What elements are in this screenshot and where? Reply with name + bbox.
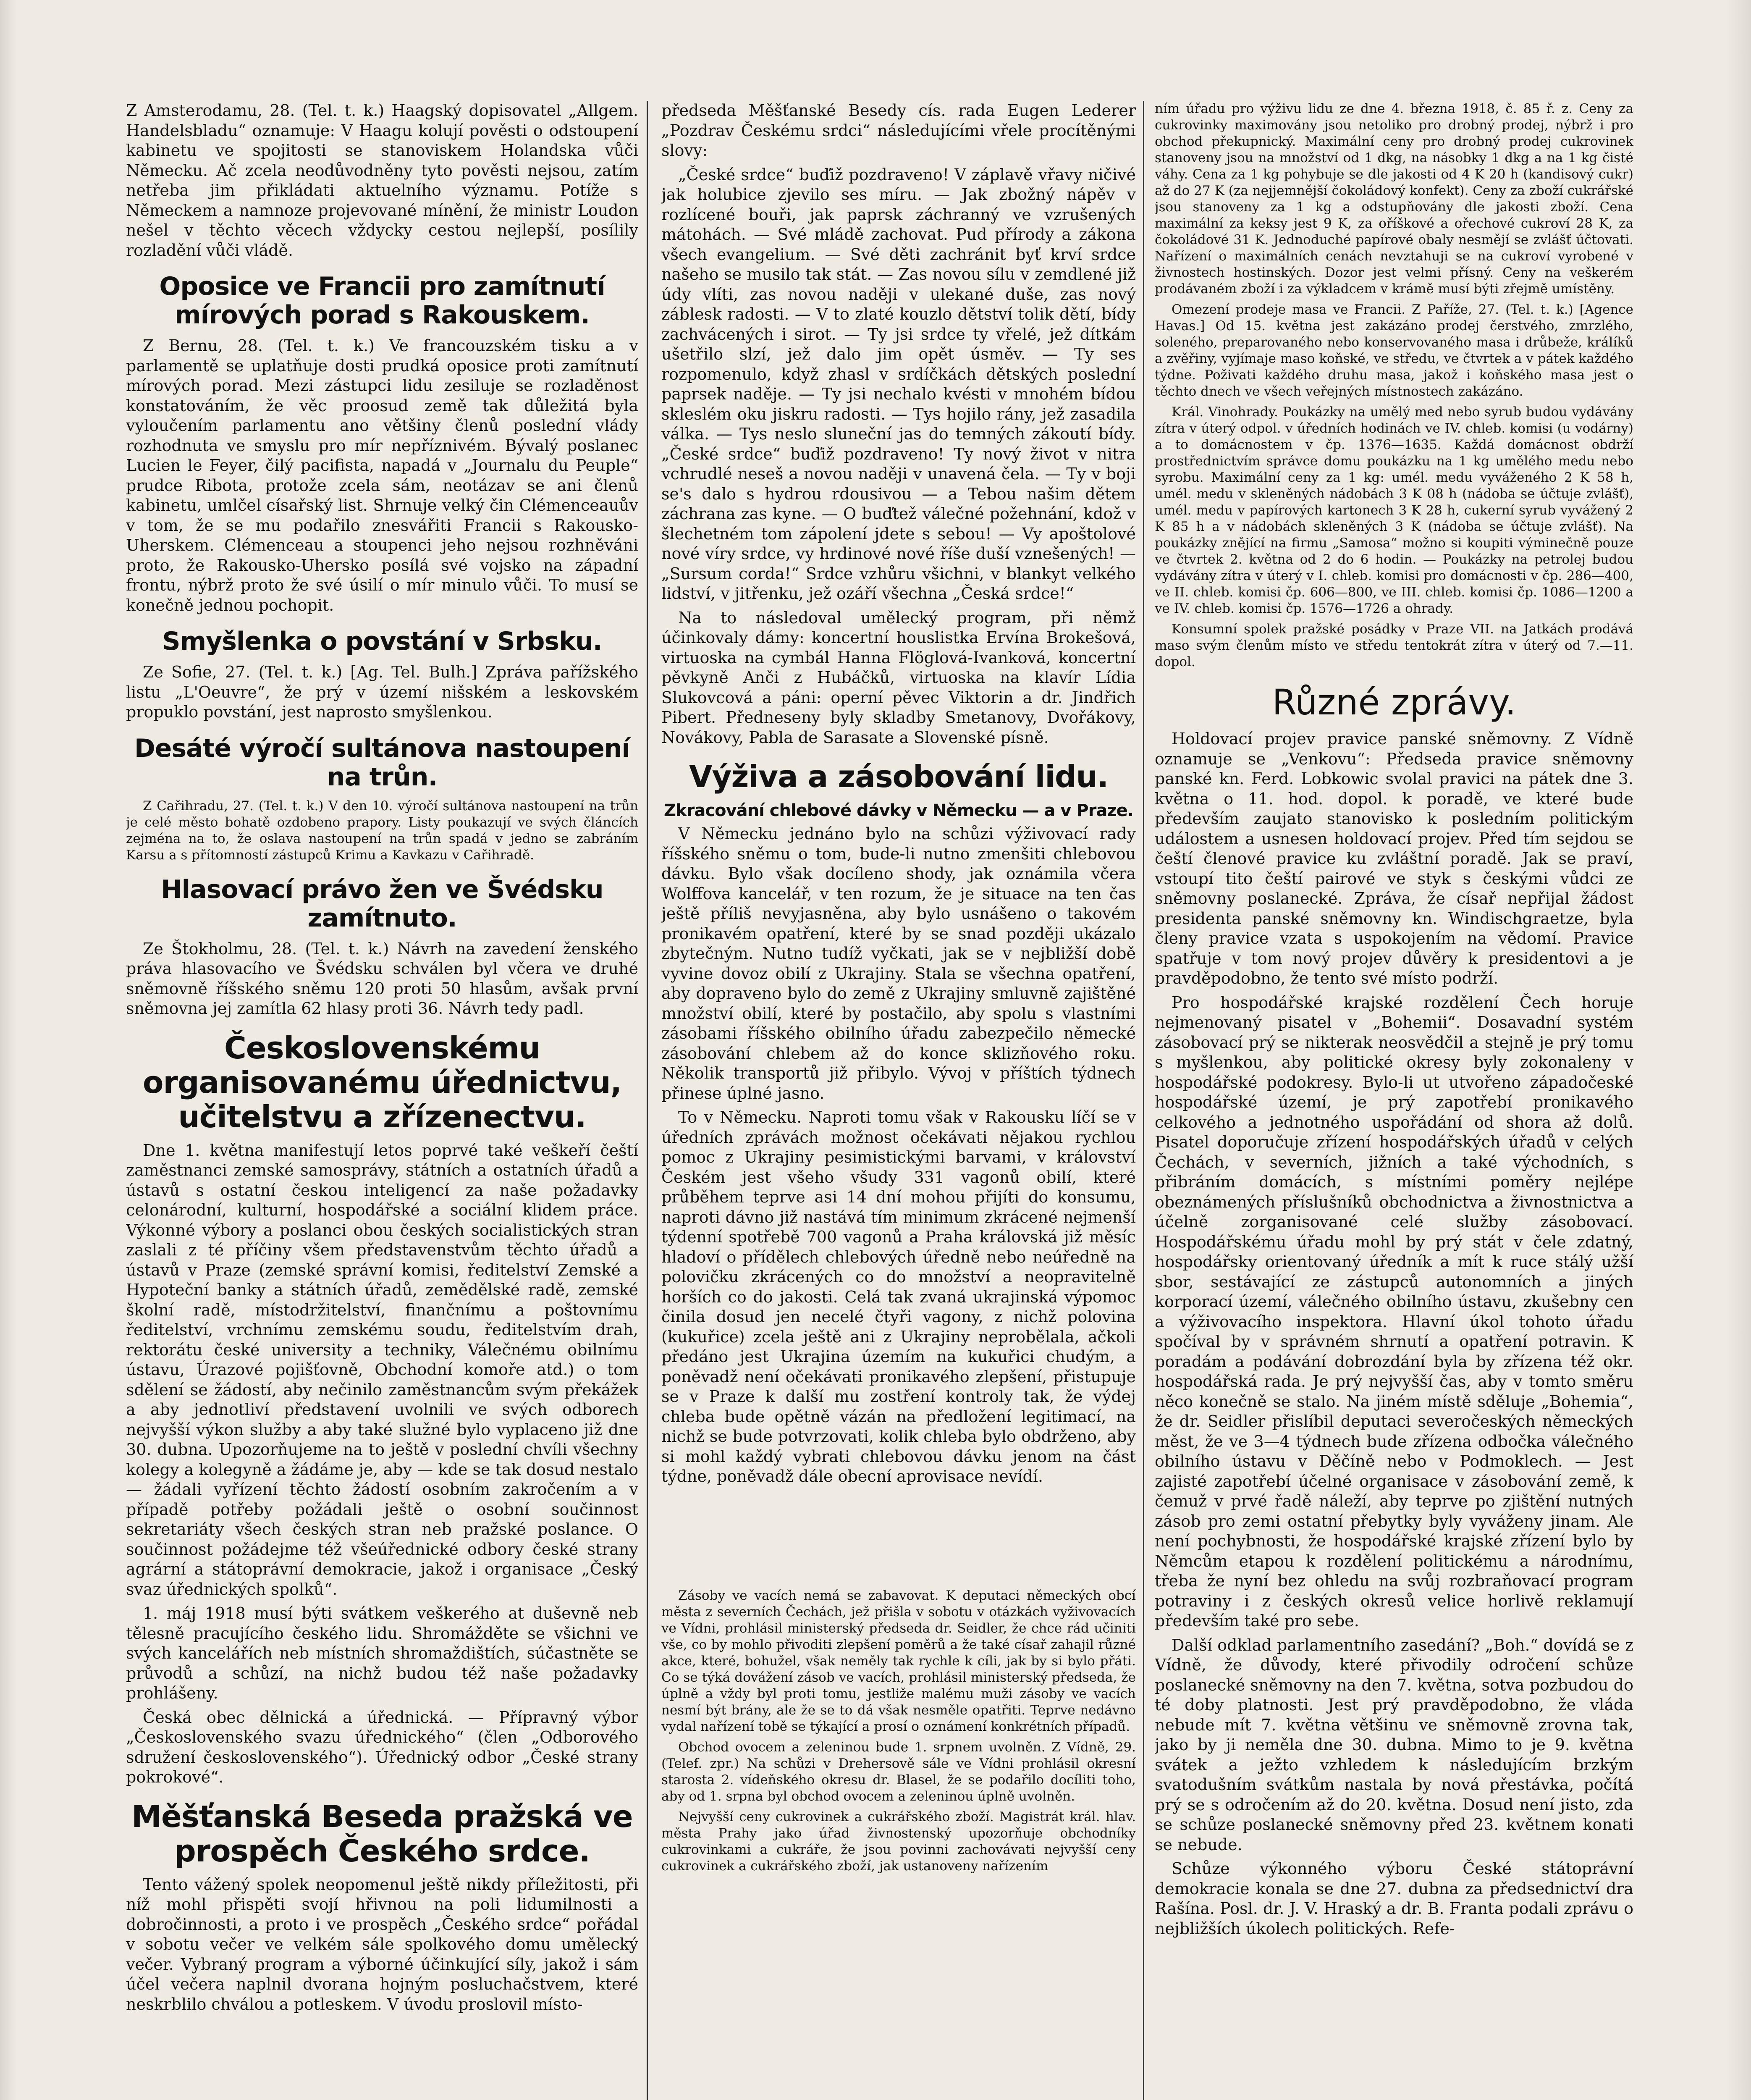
article-democracy: Schůze výkonného výboru České státoprávní demokracie konala se dne 27. dubna za předsednictví dra Rašína. Posl. dr. J. V. Hraský a dr. B. Franta podali zprávu o nejbližších úkolech politických. Refe- (1155, 1859, 1633, 1938)
article-sugar: Nejvyšší ceny cukrovinek a cukrářského zboží. Magistrát král. hlav. města Prahy jako úřad živnostenský upozorňuje obchodníky cukrovinkami a cukráře, že jsou povinni zachovávati nejvyšší ceny cukrovinek a cukrářského zboží, jak ustanoveny nařízením (661, 1809, 1136, 1874)
article-serbia: Ze Sofie, 27. (Tel. t. k.) [Ag. Tel. Bulh.] Zpráva pařížského listu „L'Oeuvre“, že prý v území nišském a leskovském propuklo povstání, jest naprosto smyšlenkou. (126, 663, 638, 721)
headline-nutrition: Výživa a zásobování lidu. (689, 759, 1109, 794)
article-vegetables: Obchod ovocem a zeleninou bude 1. srpnem uvolněn. Z Vídně, 29. (Telef. zpr.) Na schůzi v Drehersově sále ve Vídni prohlásil okresní starosta 2. vídeňského okresu dr. Blasel, že se podařilo docíliti toho, aby od 1. srpna byl obchod ovocem a zeleninou úplně uvolněn. (661, 1739, 1136, 1804)
column-rule (647, 101, 648, 2100)
headline-opposition: Oposice ve Francii pro zamítnutí mírových porad s Rakouskem. (159, 272, 605, 330)
article-bread: V Německu jednáno bylo na schůzi výživovací rady říšského sněmu o tom, bude-li nutno zmenšiti chlebovou dávku. Bylo však docíleno shody, jak oznámila včera Wolffova kancelář, v ten rozum, že je situace na ten čas ještě příliš nevyjasněna, aby bylo usnášeno o takovém pronikavém opatření, které by se snad později ukázalo zbytečným. Nutno tudíž vyčkati, jak se v nejbližší době vyvine dovoz obilí z Ukrajiny. Stala se všechna opatření, aby dopraveno bylo do země z Ukrajiny smluvně zajištěné množství obilí, které by postačilo, aby spolu s vlastními zásobami říšského obilního úřadu zabezpečilo německé zásobování chlebem až do konce sklizňového roku. Několik transportů již přibylo. Vývoj v příštích týdnech přinese úplné jasno. (661, 824, 1136, 1102)
column-1 (126, 101, 638, 2100)
article-beseda: Tento vážený spolek neopomenul ještě nikdy příležitosti, při níž mohl přispěti svojí hřivnou na poli lidumilnosti a dobročinnosti, a proto i ve prospěch „Českého srdce“ pořádal v sobotu večer ve velkém sále spolkového domu umělecký večer. Vybraný program a výborné účinkující síly, jakož i sám účel večera naplnil dvorana hojným posluchačstvem, které neskrblilo chválou a potleskem. V úvodu proslovil místo- (126, 1875, 638, 2013)
article-officials: 1. máj 1918 musí býti svátkem veškerého at duševně neb tělesně pracujícího českého lidu. Shromážděte se všichni ve svých kancelářích neb místních shromaždištích, súčastněte se průvodů a schůzí, na nichž budou též naše požadavky prohlášeny. (126, 1604, 638, 1702)
subheadline-bread: Zkracování chlebové dávky v Německu — a v Praze. (664, 801, 1133, 820)
article-honey: Král. Vinohrady. Poukázky na umělý med nebo syrub budou vydávány zítra v úterý odpol. v úředních hodinách ve IV. chleb. komisi (u vodárny) a to domácnostem v čp. 1376—1635. Každá domácnost obdrží prostřednictvím správce domu poukázku na 1 kg umělého medu nebo syrobu. Maximální ceny za 1 kg: umél. medu vyváženého 2 K 58 h, umél. medu v skleněných nádobách 3 K 08 h (nádoba se účtuje zvlášť), umél. medu v papírových kartonech 3 K 28 h, cukerní syrub vyvážený 2 K 85 h a v nádobách skleněných 3 K (nádoba se účtuje zvlášť). Na poukázky znějící na firmu „Samosa“ možno si koupiti výminečně pouze ve čtvrtek 2. května od 2 do 6 hodin. — Poukázky na petrolej budou vydávány zítra v úterý v I. chleb. komisi pro domácnosti v čp. 286—400, ve II. chleb. komisi čp. 606—800, ve III. chleb. komisi čp. 1086—1200 a ve IV. chleb. komisi čp. 1576—1726 a ohrady. (1155, 404, 1633, 616)
headline-serbia: Smyšlenka o povstání v Srbsku. (162, 627, 602, 656)
short-news-block (661, 1588, 1136, 1874)
headline-officials: Československému organisovanému úřednictvu, učitelstvu a zřízenectvu. (142, 1030, 622, 1134)
beseda-speech: „České srdce“ buďiž pozdraveno! V záplavě vřavy ničivé jak holubice zjevilo ses míru. — Jak zbožný nápěv v rozlícené bouři, jak paprsk záchranný ve vzrušených mátohách. — Své mládě zachovat. Pud přírody a zákona všech evangelium. — Své děti zachránit byť krví srdce našeho se musilo tak stát. — Zas novou sílu v zemdlené již údy vlíti, zas novou naději v ulekané duše, zas nový záblesk radosti. — V to zlaté kouzlo dětství tolik dětí, bídy zachvácených i sirot. — Ty jsi srdce ty vřelé, jež dítkám ušetřilo slzí, jež dalo jim opět úsměv. — Ty ses rozpomenulo, když zhasl v srdíčkách dětských poslední paprsek naděje. — Ty jsi nechalo kvésti v mnohém bídou skleslém oku jiskru radosti. — Tys hojilo rány, jež zasadila válka. — Tys neslo sluneční jas do temných zákoutí bídy. „České srdce“ buďiž pozdraveno! Ty nový život v nitra vchrudlé neseš a novou naději v unavená čela. — Ty v boji se's dalo s hydrou rdousivou — a Tebou našim dětem záchrana zas kyne. — O buďtež válečné požehnání, kdož v šlechetném tom zápolení jdete s sebou! — Vy apoštolové nové víry srdce, vy hrdinové nové říše duší vznešených! — „Sursum corda!“ Srdce vzhůru všichni, v blankyt velkého lidství, v jitřenku, jež ozáří všechna „Česká srdce!“ (661, 165, 1136, 603)
article-beseda-cont: předseda Měšťanské Besedy cís. rada Eugen Lederer „Pozdrav Českému srdci“ následujícími vřele procítěnými slovy: (661, 101, 1136, 160)
headline-news: Různé zprávy. (1272, 682, 1516, 723)
article-stocks: Zásoby ve vacích nemá se zabavovat. K deputaci německých obcí města z severních Čechách, jež přišla v sobotu v otázkách vyživovacích ve Vídni, prohlásil ministerský předseda dr. Seidler, že chce rád učiniti vše, co by mohlo přivoditi zlepšení poměrů a že také císař zahajil různé akce, které, bohužel, však neměly tak rychle k cíli, jak by si bylo přáti. Co se týká dovážení zásob ve vacích, prohlásil ministerský předseda, že úplně a vždy byl proti tomu, jestliže malému muži zásoby ve vacích nesmí být brány, ale že se to dá však nesměle opatřiti. Teprve nedávno vydal nařízení tobě se týkající a prosí o oznámení konkrétních případů. (661, 1588, 1136, 1734)
article-sweden: Ze Štokholmu, 28. (Tel. t. k.) Návrh na zavedení ženského práva hlasovacího ve Švédsku schválen byl včera ve druhé sněmovně říšského sněmu 120 proti 50 hlasům, avšak první sněmovna jej zamítla 62 hlasy proti 36. Návrh tedy padl. (126, 939, 638, 1018)
column-2 (661, 101, 1136, 2100)
headline-beseda: Měšťanská Beseda pražská ve prospěch Českého srdce. (131, 1798, 633, 1869)
article-sugar-cont: ním úřadu pro výživu lidu ze dne 4. března 1918, č. 85 ř. z. Ceny za cukrovinky maximovány jsou netoliko pro drobný prodej, nýbrž i pro obchod překupnický. Maximální ceny pro drobný prodej cukrovinek stanoveny jsou na množství od 1 dkg, na násobky 1 dkg a na 1 kg čisté váhy. Cena za 1 kg pohybuje se dle jakosti od 4 K 20 h (kandisový cukr) až do 27 K (za nejjemnější čokoládový konfekt). Ceny za zboží cukrářské jsou stanoveny za 1 kg a odstupňovány dle jakosti zboží. Cena maximální za keksy jest 9 K, za oříškové a ořechové cukroví 28 K, za čokoládové 31 K. Jednoduché papírové obaly nesmějí se zvlášť účtovati. Nařízení o maximálních cenách nevztahuji se na cukroví vyrobené v živnostech hostinských. Dozor jest velmi přísný. Ceny na veškerém prodávaném zboží i za výkladcem v krámě musí býti zřejmě umístěny. (1155, 101, 1633, 297)
article-parliament: Holdovací projev pravice panské sněmovny. Z Vídně oznamuje se „Venkovu“: Předseda pravice sněmovny panské kn. Ferd. Lobkowic svolal pravici na pátek dne 3. května o 11. hod. dopol. k poradě, ve které bude především zaujato stanovisko k posledním politickým událostem a usnesen holdovací projev. Před tím sejdou se čeští členové pravice ku zvláštní poradě. Jak se praví, vstoupí tito čeští pairové ve styk s českými vůdci ze sněmovny poslanecké. Zpráva, že císař nepřijal žádost presidenta panské sněmovny kn. Windischgraetze, byla členy pravice vzata s uspokojením na vědomí. Pravice spatřuje v tom nový projev důvěry k presidentovi a je pravděpodobno, že tento své místo podrží. (1155, 730, 1633, 987)
article-opposition: Z Bernu, 28. (Tel. t. k.) Ve francouzském tisku a v parlamentě se uplatňuje dosti prudká oposice proti zamítnutí mírových porad. Mezi zástupci lidu zesiluje se rozladěnost konstatováním, že věc proosud země tak důležitá byla vyloučením parlamentu ano většiny členů poslední vlády rozhodnuta ve smyslu pro mír nepříznivém. Bývalý poslanec Lucien le Feyer, čilý pacifista, napadá v „Journalu du Peuple“ prudce Ribota, protože zcela sám, neotázav se ani členů kabinetu, umlčel císařský list. Shrnuje velký čin Clémenceauův v tom, že se mu podařilo znesvářiti Francii s Rakousko-Uherskem. Clémenceau a stoupenci jeho nejsou rozhněváni proto, že Rakousko-Uhersko posílá své vojsko na západní frontu, nýbrž proto že své úsilí o mír minulo vůči. To musí se konečně jednou pochopit. (126, 336, 638, 614)
article-meat: Omezení prodeje masa ve Francii. Z Paříže, 27. (Tel. t. k.) [Agence Havas.] Od 15. května jest zakázáno prodej čerstvého, zmrzlého, soleného, preparovaného nebo konservovaného masa i drůbeže, králíků a zvěřiny, vyjímaje maso koňské, ve středu, ve čtvrtek a v pátek každého týdne. Poživati každého druhu masa, jakož i koňského masa jest o těchto dnech ve všech veřejných místnostech zakázáno. (1155, 302, 1633, 399)
headline-sultan: Desáté výročí sultánova nastoupení na trůn. (134, 733, 630, 792)
column-rule (1143, 101, 1144, 2100)
article-officials: Dne 1. května manifestují letos poprvé také veškeří čeští zaměstnanci zemské samosprávy, státních a ostatních úřadů a ústavů s ostatní českou inteligencí za naše požadavky celonárodní, kulturní, hospodářské a sociální klidem práce. Výkonné výbory a poslanci obou českých socialistických stran zaslali z té příčiny všem představenstvům těchto úřadů a ústavů v Praze (zemské správní komisi, ředitelství Zemské a Hypoteční banky a státních úřadů, zemědělské radě, zemské školní radě, místodržitelství, finančnímu a poštovnímu ředitelství, vrchnímu zemskému soudu, ředitelstvím drah, rektorátu české university a techniky, Válečnému obilnímu ústavu, Úrazové pojišťovně, Obchodní komoře atd.) o tom sdělení se žádostí, aby nečinilo zaměstnancům svým překážek a aby jednotliví představení uvolnili ve svých odborech nejvyšší výkon služby a aby také služné bylo vyplaceno již dne 30. dubna. Upozorňujeme na to ještě v poslední chvíli všechny kolegy a kolegyně a žádáme je, aby — kde se tak dosud nestalo — žádali vyřízení těchto žádostí osobním zakročením a v případě potřeby požádali ještě o osobní součinnost sekretariáty všech českých stran neb pražské poslance. O součinnost požádejme též všeúřednické odbory české strany agrární a státoprávní demokracie, jakož i organisace „Český svaz úřednických spolků“. (126, 1141, 638, 1599)
column-3 (1155, 101, 1633, 2100)
blank-space (661, 1491, 1136, 1588)
article-cooperative: Konsumní spolek pražské posádky v Praze VII. na Jatkách prodává maso svým členům místo ve středu tentokrát zítra v úterý od 7.—11. dopol. (1155, 622, 1633, 669)
headline-sweden: Hlasovací právo žen ve Švédsku zamítnuto. (161, 874, 603, 933)
article-officials-signatures: Česká obec dělnická a úřednická. — Přípravný výbor „Československého svazu úřednického“ (člen „Odborového sdružení československého“). Úřednický odbor „České strany pokrokové“. (126, 1708, 638, 1786)
article-amsterdam: Z Amsterodamu, 28. (Tel. t. k.) Haagský dopisovatel „Allgem. Handelsbladu“ oznamuje: V Haagu kolují pověsti o odstoupení kabinetu ve spojitosti se stanoviskem Holandska vůči Německu. Ač zcela neodůvodněny tyto pověsti nejsou, zatím netřeba jim přikládati aktuelního významu. Potíže s Německem a namnoze projevované mínění, že ministr Loudon nešel v těchto věcech vždycky cestou nejlepší, posílily rozladění vůči vládě. (126, 101, 638, 260)
article-sultan: Z Cařihradu, 27. (Tel. t. k.) V den 10. výročí sultánova nastoupení na trůn je celé město bohatě ozdobeno prapory. Listy poukazují ve svých článcích zejména na to, že oslava nastoupení na trůn spadá v jedno se zabráním Karsu a s přítomností zástupců Krimu a Kavkazu v Cařihradě. (126, 798, 638, 863)
article-economy: Pro hospodářské krajské rozdělení Čech horuje nejmenovaný pisatel v „Bohemii“. Dosavadní systém zásobovací prý se nikterak neosvědčil a stejně je prý tomu s myšlenkou, aby politické okresy byly zokonaleny v hospodářské podokresy. Bylo-li ut utvořeno západočeské hospodářské území, je prý zapotřebí pronikavého celkového a jednotného uspořádání od shora až dolů. Pisatel doporučuje zřízení hospodářských úřadů v celých Čechách, v severních, jižních a také východních, s přibráním domácích, s místními poměry nejlépe obeznámených příslušníků obchodnictva a živnostnictva a účelně zorganisované celé služby zásobovací. Hospodářskému úřadu mohl by prý stát v čele zdatný, hospodářsky orientovaný úředník a mít k ruce stálý užší sbor, sestávající ze zástupců autonomních a jiných korporací území, válečného obilního ústavu, zkušebny cen a výživovacího inspektora. Hlavní úkol tohoto úřadu spočíval by v správném shrnutí a opatření potravin. K poradám a podávání dobrozdání byla by zřízena též okr. hospodářská rada. Je prý nejvyšší čas, aby v tomto směru něco konečně se stalo. Na jiném místě sděluje „Bohemia“, že dr. Seidler přislíbil deputaci severočeských německých měst, že ve 3—4 týdnech bude zřízena odbočka válečného obilního ústavu v Děčíně nebo v Podmoklech. — Jest zajisté zapotřebí účelné organisace v zásobování země, k čemuž v prvé řadě náleží, aby teprve po zjištění nutných zásob pro zemi ostatní přebytky byly vyváženy jinam. Ale není pochybnosti, že hospodářské krajské zřízení bylo by Němcům etapou k rozdělení politickému a národnímu, třeba že nyní bez ohledu na svůj rozbraňovací program potraviny i z českých okresů velice horlivě reklamují především také pro sebe. (1155, 993, 1633, 1630)
article-session: Další odklad parlamentního zasedání? „Boh.“ dovídá se z Vídně, že důvody, které přivodily odročení schůze poslanecké sněmovny na den 7. května, sotva pozbudou do té doby platnosti. Jest prý pravděpodobno, že vláda nebude mít 7. května většinu ve sněmovně zrovna tak, jako by ji neměla dne 30. dubna. Mimo to je 9. května svátek a ježto vzhledem k následujícím brzkým svatodušním svátkům nastala by nová přestávka, počítá prý se s odročením až do 20. května. Dosud není jisto, zda se schůze poslanecké sněmovny před 23. květnem konati se nebude. (1155, 1635, 1633, 1854)
article-bread: To v Německu. Naproti tomu však v Rakousku líčí se v úředních zprávách možnost očekávati nějakou rychlou pomoc z Ukrajiny pesimistickými barvami, v království Českém jest všeho všudy 331 vagonů obilí, které průběhem teprve asi 14 dní mohou přijíti do konsumu, naproti dávno již nastává tím minimum zkrácené nejmenší týdenní spotřebě 700 vagonů a Praha královská již měsíc hladoví o přídělech chlebových úředně nebo neúředně na polovičku zkrácených co do množství a neopravitelně horších co do jakosti. Celá tak zvaná ukrajinská výpomoc činila dosud jen necelé čtyři vagony, z nichž polovina (kukuřice) zcela ještě ani z Ukrajiny neprobělala, ačkoli předáno jest Ukrajina územím na kukuřici chudým, a poněvadž není očekávati pronikavého zlepšení, přistupuje se v Praze k další mu zostření kontroly tak, že výdej chleba bude opětně vázán na předložení legitimací, na nichž se bude potvrzovati, kolik chleba bylo obdrženo, aby si mohl každý vybrati chlebovou dávku jenom na část týdne, poněvadž dále obecní aprovisace nevídí. (661, 1108, 1136, 1486)
beseda-program: Na to následoval umělecký program, při němž účinkovaly dámy: koncertní houslistka Ervína Brokešová, virtuoska na cymbál Hanna Flöglová-Ivanková, koncertní pěvkyně Anči z Hubáčků, virtuoska na klavír Lídia Slukovcová a páni: operní pěvec Viktorin a dr. Jindřich Pibert. Předneseny byly skladby Smetanovy, Dvořákovy, Novákovy, Pabla de Sarasate a Slovenské písně. (661, 608, 1136, 747)
